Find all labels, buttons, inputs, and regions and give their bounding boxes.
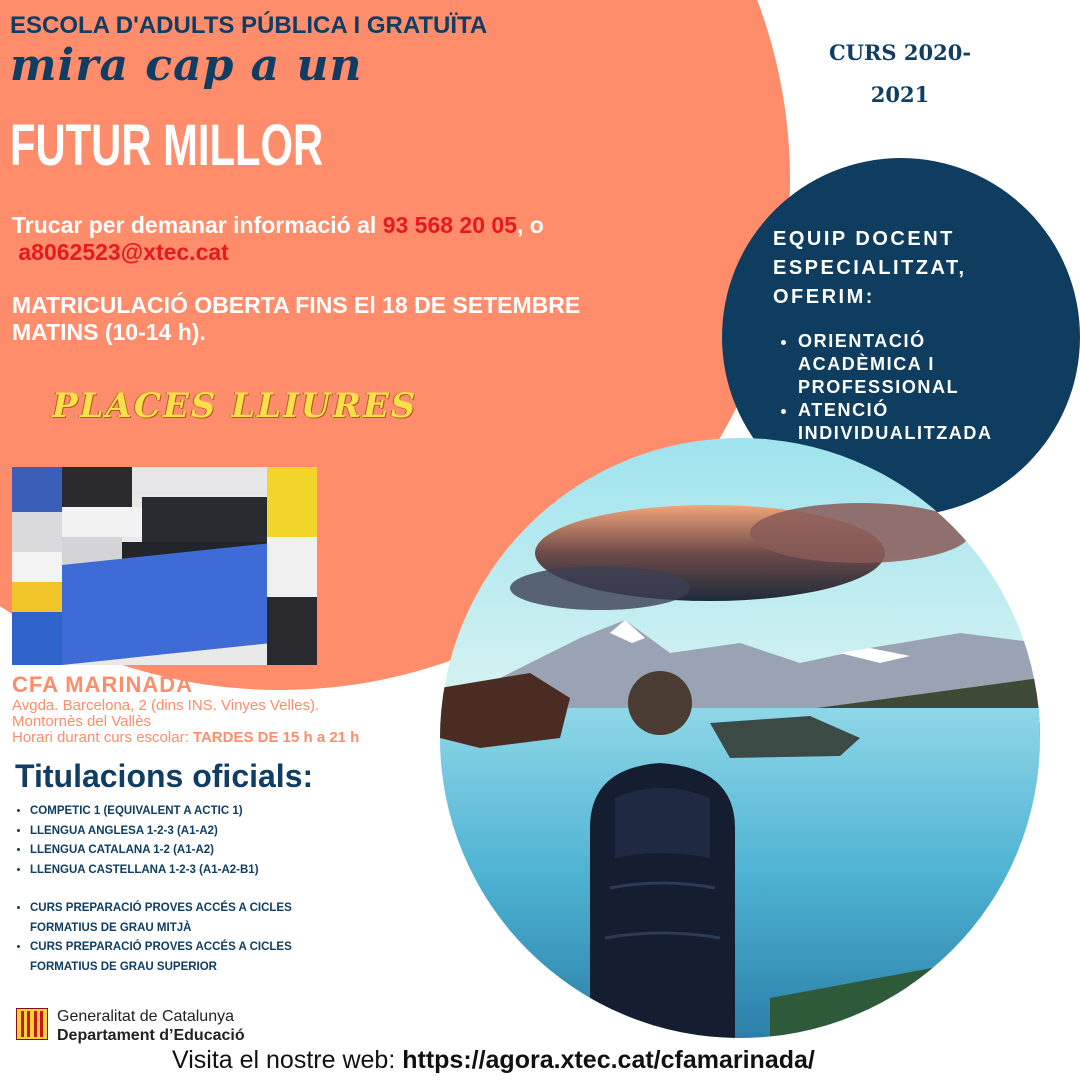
enrollment-line2: MATINS (10-14 h). xyxy=(12,319,206,345)
team-title-line2: ESPECIALITZAT, xyxy=(773,257,967,279)
department-name: Departament d’Educació xyxy=(57,1027,245,1044)
enrollment-info xyxy=(12,292,712,346)
building-facade-image xyxy=(12,467,317,665)
qualification-item: • CURS PREPARACIÓ PROVES ACCÉS A CICLES FORMATIUS DE GRAU MITJÀ xyxy=(30,899,360,938)
center-name: CFA MARINADA xyxy=(12,672,194,697)
course-year-line2: 2021 xyxy=(870,82,930,107)
phone-number[interactable]: 93 568 20 05 xyxy=(382,212,517,238)
center-address xyxy=(12,698,432,746)
headline: FUTUR MILLOR xyxy=(10,113,324,178)
team-title-line1: EQUIP DOCENT xyxy=(773,228,955,250)
catalan-flag-icon xyxy=(16,1008,48,1040)
qualification-item: • CURS PREPARACIÓ PROVES ACCÉS A CICLES FORMATIUS DE GRAU SUPERIOR xyxy=(30,938,360,977)
government-name: Generalitat de Catalunya xyxy=(57,1008,234,1025)
website-line xyxy=(172,1046,815,1075)
qualification-item: • LLENGUA CATALANA 1-2 (A1-A2) xyxy=(30,841,430,861)
lake-mountain-photo xyxy=(440,438,1040,1038)
team-offer-item: • ORIENTACIÓ ACADÈMICA I PROFESSIONAL xyxy=(798,330,1048,399)
team-title-line3: OFERIM: xyxy=(773,286,875,308)
qualification-item: • COMPETIC 1 (EQUIVALENT A ACTIC 1) xyxy=(30,802,430,822)
school-type-line: ESCOLA D'ADULTS PÚBLICA I GRATUÏTA xyxy=(10,12,488,39)
address-line2: Montornès del Vallès xyxy=(12,713,151,730)
contact-prefix: Trucar per demanar informació al xyxy=(12,212,383,238)
website-prefix: Visita el nostre web: xyxy=(172,1046,403,1074)
schedule-prefix: Horari durant curs escolar: xyxy=(12,729,193,746)
email-link[interactable]: a8062523@xtec.cat xyxy=(18,239,229,265)
qualifications-heading: Titulacions oficials: xyxy=(15,758,314,794)
contact-info xyxy=(12,212,712,266)
places-available: PLACES LLIURES xyxy=(52,386,418,426)
qualifications-list-languages xyxy=(13,802,430,880)
slogan: mira cap a un xyxy=(10,40,363,91)
qualification-item: • LLENGUA ANGLESA 1-2-3 (A1-A2) xyxy=(30,822,430,842)
address-line1: Avgda. Barcelona, 2 (dins INS. Vinyes Velles). xyxy=(12,697,320,714)
schedule-line xyxy=(12,730,432,746)
course-year xyxy=(815,32,985,116)
schedule-value: TARDES DE 15 h a 21 h xyxy=(192,729,360,746)
website-link[interactable]: https://agora.xtec.cat/cfamarinada/ xyxy=(402,1046,815,1074)
qualifications-list-courses xyxy=(13,899,430,977)
team-title xyxy=(773,225,1053,312)
team-offer-list xyxy=(778,330,1048,445)
team-offer-item: • ATENCIÓ INDIVIDUALITZADA xyxy=(798,399,1048,445)
enrollment-line1: MATRICULACIÓ OBERTA FINS El 18 DE SETEMBRE xyxy=(12,292,581,318)
qualification-item: • LLENGUA CASTELLANA 1-2-3 (A1-A2-B1) xyxy=(30,861,430,881)
contact-suffix: , o xyxy=(516,212,544,238)
course-year-line1: CURS 2020- xyxy=(828,40,972,65)
